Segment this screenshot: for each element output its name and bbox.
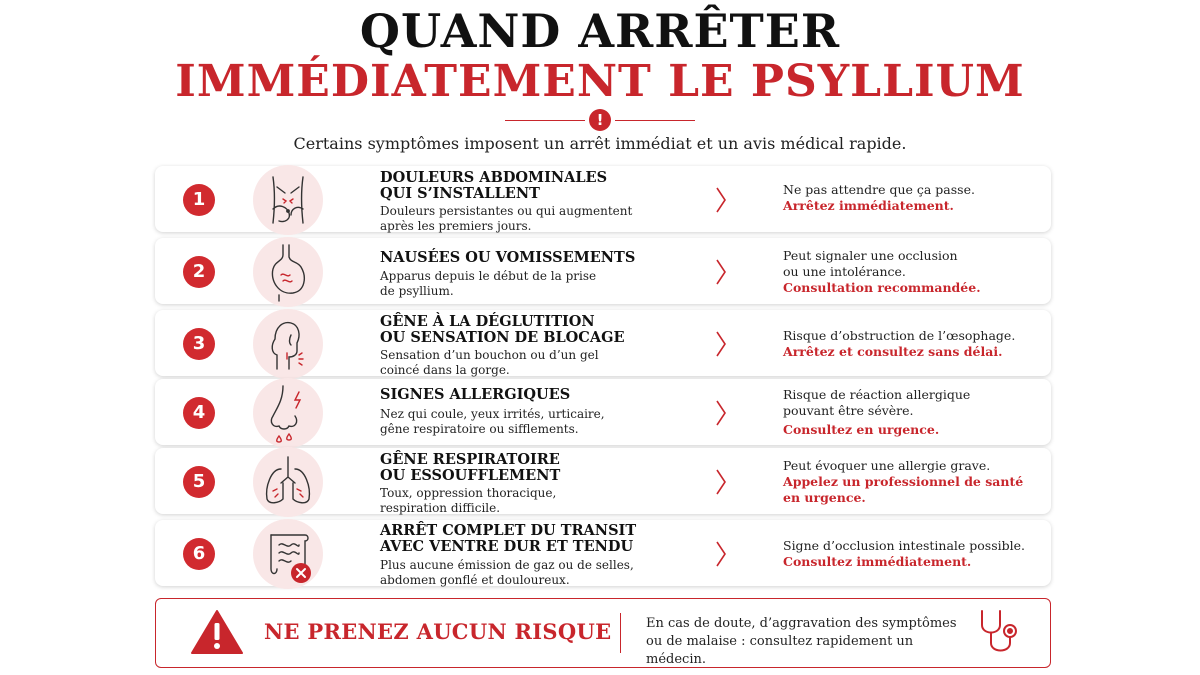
symptom-title-line1: NAUSÉES OU VOMISSEMENTS — [380, 249, 636, 266]
abdominal-pain-icon — [253, 165, 323, 235]
lungs-icon — [253, 447, 323, 517]
symptom-title — [380, 250, 710, 266]
warning-text — [646, 615, 966, 669]
symptom-card-2 — [155, 238, 1051, 304]
desc-line1: Nez qui coule, yeux irrités, urticaire, — [380, 407, 605, 421]
advice-line1: Peut évoquer une allergie grave. — [783, 458, 991, 473]
desc-line2: coincé dans la gorge. — [380, 363, 510, 377]
advice-line2: ou une intolérance. — [783, 264, 906, 279]
page-subtitle: Certains symptômes imposent un arrêt immédiat et un avis médical rapide. — [293, 134, 907, 153]
page-title-line2: IMMÉDIATEMENT LE PSYLLIUM — [175, 56, 1025, 107]
advice-line1: Ne pas attendre que ça passe. — [783, 182, 975, 197]
symptom-card-6 — [155, 520, 1051, 586]
title-divider-right — [615, 120, 695, 121]
symptom-description — [380, 269, 710, 299]
warning-banner — [155, 598, 1051, 668]
warning-text-line1: En cas de doute, d’aggravation des symptômes — [646, 616, 957, 631]
symptom-advice — [783, 387, 1043, 438]
advice-line1: Risque d’obstruction de l’œsophage. — [783, 328, 1016, 343]
symptom-advice — [783, 458, 1043, 506]
symptom-description — [380, 204, 710, 234]
advice-action: Appelez un professionnel de santé — [783, 474, 1024, 489]
desc-line2: gêne respiratoire ou sifflements. — [380, 422, 579, 436]
intestine-blocked-icon — [253, 519, 323, 589]
chevron-right-icon — [715, 399, 727, 427]
symptom-description — [380, 348, 710, 378]
symptom-title-line1: DOULEURS ABDOMINALES — [380, 169, 608, 186]
symptom-card-4 — [155, 379, 1051, 445]
step-number-badge: 1 — [183, 184, 215, 216]
stethoscope-icon — [974, 607, 1026, 663]
chevron-right-icon — [715, 258, 727, 286]
symptom-title-line1: GÊNE À LA DÉGLUTITION — [380, 313, 595, 330]
symptom-title — [380, 170, 710, 202]
symptom-title-line1: GÊNE RESPIRATOIRE — [380, 451, 560, 468]
desc-line1: Toux, oppression thoracique, — [380, 486, 557, 500]
footer-divider — [620, 613, 621, 653]
symptom-title-line2: OU ESSOUFFLEMENT — [380, 467, 561, 484]
nose-allergy-icon — [253, 378, 323, 448]
desc-line1: Douleurs persistantes ou qui augmentent — [380, 204, 633, 218]
symptom-title-line1: SIGNES ALLERGIQUES — [380, 386, 571, 403]
symptom-advice — [783, 182, 1043, 214]
symptom-description — [380, 486, 710, 516]
symptom-advice — [783, 538, 1043, 570]
chevron-right-icon — [715, 330, 727, 358]
step-number-badge: 4 — [183, 397, 215, 429]
page-title-line1: QUAND ARRÊTER — [359, 4, 841, 58]
title-divider-left — [505, 120, 585, 121]
advice-action: Consultez immédiatement. — [783, 554, 972, 569]
advice-action: Consultez en urgence. — [783, 422, 940, 437]
desc-line1: Apparus depuis le début de la prise — [380, 269, 597, 283]
symptom-advice — [783, 248, 1043, 296]
symptom-title — [380, 314, 710, 346]
warning-triangle-icon — [190, 609, 244, 659]
symptom-card-3 — [155, 310, 1051, 376]
throat-icon — [253, 309, 323, 379]
symptom-title-line2: QUI S’INSTALLENT — [380, 185, 540, 202]
desc-line2: respiration difficile. — [380, 501, 501, 515]
chevron-right-icon — [715, 468, 727, 496]
advice-line1: Peut signaler une occlusion — [783, 248, 958, 263]
advice-action: Consultation recommandée. — [783, 280, 981, 295]
symptom-description — [380, 407, 710, 437]
chevron-right-icon — [715, 540, 727, 568]
symptom-title-line2: OU SENSATION DE BLOCAGE — [380, 329, 625, 346]
advice-line1: Signe d’occlusion intestinale possible. — [783, 538, 1025, 553]
symptom-description — [380, 558, 710, 588]
advice-line2: pouvant être sévère. — [783, 403, 914, 418]
step-number-badge: 3 — [183, 328, 215, 360]
warning-title: NE PRENEZ AUCUN RISQUE — [264, 619, 612, 644]
desc-line1: Sensation d’un bouchon ou d’un gel — [380, 348, 599, 362]
symptom-title-line1: ARRÊT COMPLET DU TRANSIT — [380, 522, 637, 539]
step-number-badge: 6 — [183, 538, 215, 570]
symptom-title — [380, 387, 710, 403]
desc-line1: Plus aucune émission de gaz ou de selles, — [380, 558, 634, 572]
advice-action-line2: en urgence. — [783, 490, 866, 505]
advice-action: Arrêtez immédiatement. — [783, 198, 954, 213]
symptom-title — [380, 523, 710, 555]
symptom-card-1 — [155, 166, 1051, 232]
symptom-title — [380, 452, 710, 484]
symptom-card-5 — [155, 448, 1051, 514]
symptom-advice — [783, 328, 1043, 360]
symptom-title-line2: AVEC VENTRE DUR ET TENDU — [380, 538, 634, 555]
desc-line2: après les premiers jours. — [380, 219, 532, 233]
alert-icon: ! — [589, 109, 611, 131]
stomach-icon — [253, 237, 323, 307]
warning-text-line2: ou de malaise : consultez rapidement un médecin. — [646, 634, 914, 667]
step-number-badge: 2 — [183, 256, 215, 288]
desc-line2: de psyllium. — [380, 284, 454, 298]
advice-line1: Risque de réaction allergique — [783, 387, 971, 402]
desc-line2: abdomen gonflé et douloureux. — [380, 573, 570, 587]
chevron-right-icon — [715, 186, 727, 214]
step-number-badge: 5 — [183, 466, 215, 498]
advice-action: Arrêtez et consultez sans délai. — [783, 344, 1003, 359]
